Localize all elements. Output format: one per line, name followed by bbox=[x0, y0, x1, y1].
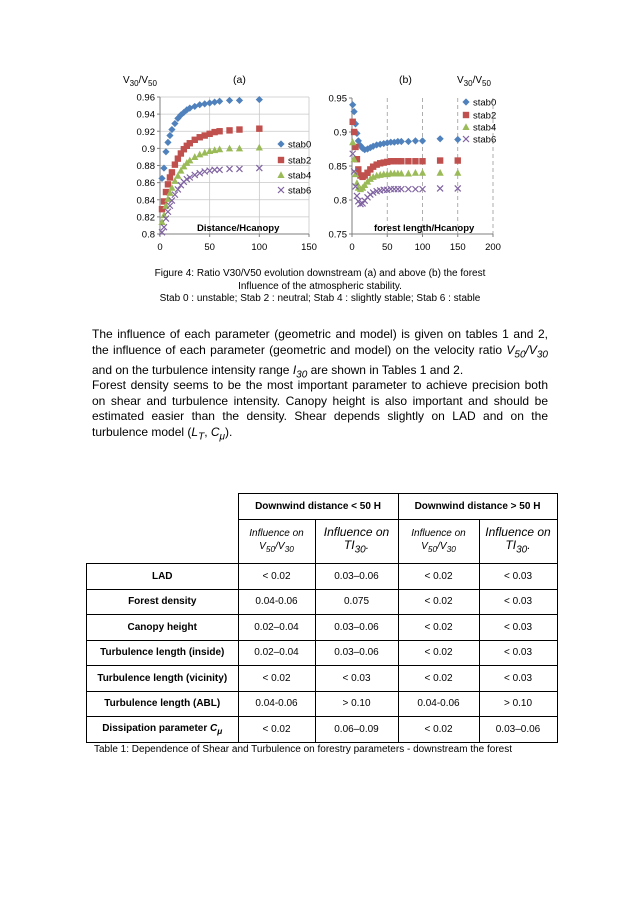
data-point bbox=[412, 137, 419, 144]
sub-header-2 bbox=[398, 520, 479, 564]
data-point bbox=[454, 169, 461, 176]
table-cell: < 0.02 bbox=[398, 564, 479, 590]
p1-text-3: are shown in Tables 1 and 2. bbox=[307, 362, 464, 377]
series-stab4 bbox=[158, 144, 263, 225]
legend-item bbox=[278, 156, 311, 167]
x-tick-label: 50 bbox=[204, 242, 215, 253]
sub-header-text: Influence on $TI_{30}$. bbox=[485, 525, 551, 556]
table-cell: < 0.03 bbox=[479, 640, 557, 666]
table-cell: < 0.02 bbox=[238, 666, 315, 692]
table-row bbox=[87, 640, 558, 666]
group-header-lt50: Downwind distance < 50 H bbox=[238, 494, 398, 520]
x-tick-label: 0 bbox=[157, 242, 163, 253]
data-point bbox=[236, 166, 242, 172]
sub-header-0 bbox=[238, 520, 315, 564]
data-point bbox=[165, 209, 171, 215]
paragraph-1 bbox=[92, 327, 548, 383]
y-tick-label: 0.8 bbox=[141, 229, 155, 241]
data-point bbox=[236, 97, 243, 104]
row-label: Turbulence length (vicinity) bbox=[87, 666, 239, 692]
table-cell: 0.03–0.06 bbox=[479, 717, 557, 743]
data-point bbox=[437, 157, 443, 163]
legend-label: stab0 bbox=[288, 139, 312, 151]
table-cell: 0.04-0.06 bbox=[398, 691, 479, 717]
legend-item bbox=[277, 140, 311, 151]
data-point bbox=[405, 138, 412, 145]
legend-label: stab2 bbox=[473, 110, 497, 122]
data-point bbox=[437, 135, 444, 142]
y-tick-label: 0.94 bbox=[136, 109, 155, 121]
series-stab0 bbox=[349, 101, 461, 153]
data-point bbox=[419, 169, 426, 176]
data-point bbox=[158, 175, 165, 182]
y-axis-label: $V_{30}/V_{50}$ bbox=[457, 75, 491, 88]
legend bbox=[462, 98, 496, 146]
table-cell: 0.02–0.04 bbox=[238, 615, 315, 641]
x-tick-label: 150 bbox=[449, 242, 466, 253]
data-point bbox=[278, 157, 284, 163]
table-cell: 0.04-0.06 bbox=[238, 691, 315, 717]
data-point bbox=[412, 186, 418, 192]
data-point bbox=[419, 137, 426, 144]
row-label: Dissipation parameter $C_\mu$ bbox=[87, 717, 239, 743]
table-cell: 0.06–0.09 bbox=[315, 717, 398, 743]
series-stab4 bbox=[349, 138, 461, 192]
panel-label: (b) bbox=[399, 74, 412, 86]
table-cell: < 0.02 bbox=[398, 640, 479, 666]
data-point bbox=[437, 169, 444, 176]
data-point bbox=[236, 126, 242, 132]
data-point bbox=[398, 158, 404, 164]
data-point bbox=[455, 157, 461, 163]
p1-text-2: and on the turbulence intensity range bbox=[92, 362, 293, 377]
data-point bbox=[405, 170, 412, 177]
table-cell: < 0.03 bbox=[479, 615, 557, 641]
legend-label: stab2 bbox=[288, 155, 312, 167]
data-point bbox=[350, 119, 356, 125]
row-label: Canopy height bbox=[87, 615, 239, 641]
table-row bbox=[87, 717, 558, 743]
legend-item bbox=[462, 98, 496, 109]
table-cell: < 0.03 bbox=[479, 666, 557, 692]
data-point bbox=[169, 169, 175, 175]
table-row bbox=[87, 691, 558, 717]
sub-header-text: Influence on $V_{50}/V_{30}$ bbox=[249, 528, 304, 554]
figure-caption-line1: Figure 4: Ratio V30/V50 evolution downstream (a) and above (b) the forest bbox=[154, 268, 486, 279]
p1-sym-i: I bbox=[292, 362, 297, 377]
table-cell: < 0.02 bbox=[398, 615, 479, 641]
data-point bbox=[349, 101, 356, 108]
table-cell: > 0.10 bbox=[479, 691, 557, 717]
row-label: Turbulence length (ABL) bbox=[87, 691, 239, 717]
p2-text-2: ). bbox=[225, 424, 233, 439]
data-point bbox=[164, 139, 171, 146]
data-point bbox=[256, 144, 263, 151]
p2-sub-mu: μ bbox=[219, 431, 226, 443]
data-point bbox=[419, 158, 425, 164]
table-1 bbox=[86, 493, 558, 743]
y-tick-label: 0.95 bbox=[328, 93, 347, 105]
data-point bbox=[161, 224, 167, 230]
data-point bbox=[437, 185, 443, 191]
table-row bbox=[87, 666, 558, 692]
table-cell: < 0.02 bbox=[238, 564, 315, 590]
data-point bbox=[405, 158, 411, 164]
data-point bbox=[349, 138, 356, 145]
p1-text-1: The influence of each parameter (geometric and model) is given on tables 1 and 2, the influence of each parameter (geometric and model) on the velocity ratio bbox=[92, 327, 548, 357]
p2-sym-c: C bbox=[210, 424, 220, 439]
legend-label: stab4 bbox=[473, 122, 497, 134]
table-cell: 0.04-0.06 bbox=[238, 589, 315, 615]
data-point bbox=[351, 129, 357, 135]
x-axis-label: Distance/Hcanopy bbox=[197, 223, 280, 234]
data-point bbox=[197, 170, 203, 176]
data-point bbox=[354, 193, 360, 199]
legend-label: stab6 bbox=[473, 134, 497, 146]
p2-text-1: Forest density seems to be the most important parameter to achieve precision both on shear and turbulence intensity. Canopy height is also important and should be estimated easier than the density. Shear depends slightly on LAD and on the turbulence model ( bbox=[92, 378, 548, 439]
y-tick-label: 0.86 bbox=[136, 178, 155, 190]
data-point bbox=[278, 187, 284, 193]
x-tick-label: 50 bbox=[381, 242, 393, 253]
x-tick-label: 100 bbox=[414, 242, 431, 253]
data-point bbox=[227, 166, 233, 172]
p1-sub-50: 50 bbox=[514, 348, 526, 360]
figure-caption-line3: Stab 0 : unstable; Stab 2 : neutral; Stab 4 : slightly stable; Stab 6 : stable bbox=[159, 293, 481, 304]
y-tick-label: 0.88 bbox=[136, 161, 155, 172]
y-tick-label: 0.9 bbox=[141, 143, 155, 155]
data-point bbox=[462, 123, 469, 130]
p1-sym-slashv: /V bbox=[525, 342, 537, 357]
p2-sub-t: T bbox=[198, 431, 205, 443]
data-point bbox=[463, 112, 469, 118]
data-point bbox=[162, 148, 169, 155]
data-point bbox=[216, 145, 223, 152]
data-point bbox=[350, 151, 356, 157]
x-tick-label: 100 bbox=[251, 242, 268, 253]
legend-item bbox=[277, 171, 311, 182]
sub-header-3 bbox=[479, 520, 557, 564]
y-tick-label: 0.8 bbox=[333, 195, 347, 207]
table-row bbox=[87, 564, 558, 590]
table-caption: Table 1: Dependence of Shear and Turbulence on forestry parameters - downstream the forest bbox=[94, 744, 513, 755]
data-point bbox=[226, 97, 233, 104]
data-point bbox=[217, 167, 223, 173]
x-tick-label: 200 bbox=[485, 242, 501, 253]
data-point bbox=[405, 186, 411, 192]
data-point bbox=[256, 125, 262, 131]
figure-caption bbox=[110, 268, 530, 306]
legend-item bbox=[278, 186, 311, 197]
legend-item bbox=[462, 123, 496, 134]
data-point bbox=[462, 98, 469, 105]
table-cell: < 0.02 bbox=[398, 717, 479, 743]
data-point bbox=[277, 140, 284, 147]
p1-sym-v: V bbox=[506, 342, 515, 357]
legend-item bbox=[463, 111, 496, 122]
data-point bbox=[226, 127, 232, 133]
y-tick-label: 0.82 bbox=[136, 212, 155, 224]
y-tick-label: 0.84 bbox=[136, 195, 155, 207]
data-point bbox=[172, 161, 178, 167]
table-cell: < 0.03 bbox=[315, 666, 398, 692]
table-cell: > 0.10 bbox=[315, 691, 398, 717]
row-label: Forest density bbox=[87, 589, 239, 615]
table-cell: 0.075 bbox=[315, 589, 398, 615]
legend-label: stab4 bbox=[288, 170, 312, 182]
data-point bbox=[277, 171, 284, 178]
data-point bbox=[216, 98, 223, 105]
paragraph-2 bbox=[92, 378, 548, 445]
table-row bbox=[87, 589, 558, 615]
data-point bbox=[186, 157, 193, 164]
table-cell: < 0.03 bbox=[479, 589, 557, 615]
table-cell: 0.02–0.04 bbox=[238, 640, 315, 666]
table-cell: < 0.02 bbox=[398, 666, 479, 692]
p1-sub-30b: 30 bbox=[296, 368, 308, 380]
y-tick-label: 0.92 bbox=[136, 126, 155, 138]
y-tick-label: 0.85 bbox=[328, 161, 347, 173]
panel-label: (a) bbox=[233, 74, 246, 86]
figure-4 bbox=[0, 0, 638, 265]
x-tick-label: 0 bbox=[349, 242, 355, 253]
data-point bbox=[216, 128, 222, 134]
y-tick-label: 0.75 bbox=[328, 229, 347, 241]
y-tick-label: 0.9 bbox=[333, 127, 347, 139]
table-row bbox=[87, 615, 558, 641]
sub-header-1 bbox=[315, 520, 398, 564]
table-cell: 0.03–0.06 bbox=[315, 564, 398, 590]
sub-header-text: Influence on $TI_{30}$. bbox=[323, 525, 390, 556]
table-cell: 0.03–0.06 bbox=[315, 640, 398, 666]
legend-item bbox=[463, 135, 496, 146]
data-point bbox=[454, 136, 461, 143]
p2-sym-l: L bbox=[191, 424, 199, 439]
row-label: Turbulence length (inside) bbox=[87, 640, 239, 666]
legend-label: stab6 bbox=[288, 185, 312, 197]
p1-sub-30: 30 bbox=[536, 348, 548, 360]
x-tick-label: 150 bbox=[301, 242, 317, 253]
data-point bbox=[165, 181, 171, 187]
data-point bbox=[463, 136, 469, 142]
legend-label: stab0 bbox=[473, 97, 497, 109]
p2-sep: , bbox=[204, 424, 211, 439]
table-cell: 0.03–0.06 bbox=[315, 615, 398, 641]
chart-b bbox=[329, 74, 501, 253]
data-point bbox=[412, 169, 419, 176]
table-cell: < 0.02 bbox=[398, 589, 479, 615]
chart-a bbox=[123, 74, 317, 253]
data-point bbox=[412, 158, 418, 164]
data-point bbox=[398, 186, 404, 192]
data-point bbox=[168, 126, 175, 133]
figure-caption-line2: Influence of the atmospheric stability. bbox=[238, 280, 402, 292]
row-label: LAD bbox=[87, 564, 239, 590]
sub-header-text: Influence on $V_{50}/V_{30}$ bbox=[411, 528, 466, 554]
table-cell: < 0.02 bbox=[238, 717, 315, 743]
y-axis-label: $V_{30}/V_{50}$ bbox=[123, 75, 157, 88]
group-header-gt50: Downwind distance > 50 H bbox=[398, 494, 557, 520]
y-tick-label: 0.96 bbox=[136, 92, 155, 104]
x-axis-label: forest length/Hcanopy bbox=[374, 223, 475, 234]
table-cell: < 0.03 bbox=[479, 564, 557, 590]
data-point bbox=[166, 132, 173, 139]
